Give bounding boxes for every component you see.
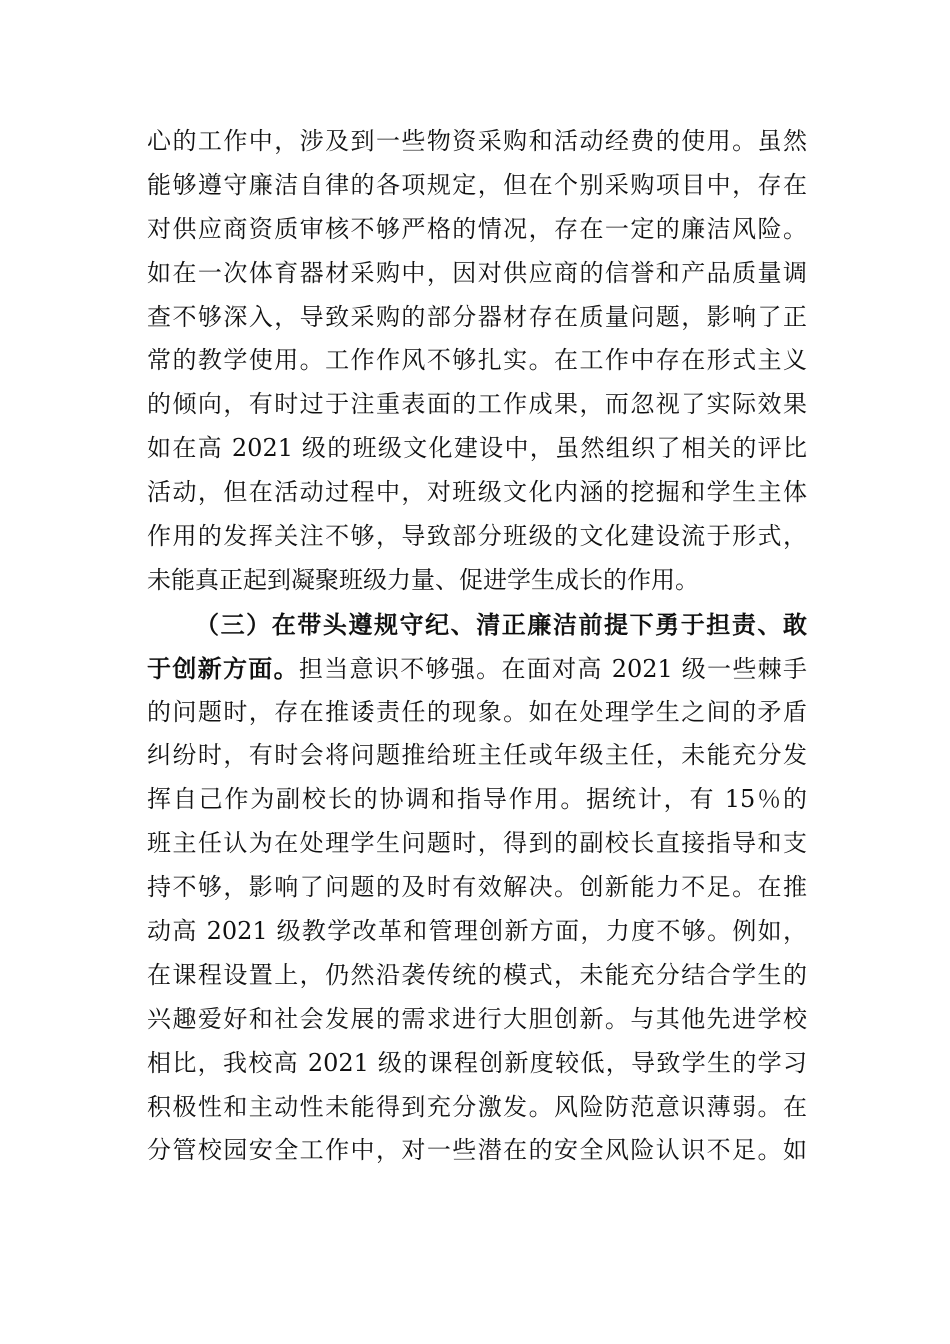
text-line: 分管校园安全工作中，对一些潜在的安全风险认识不足。如 — [147, 1136, 807, 1165]
text-line: 挥自己作为副校长的协调和指导作用。据统计，有 15％的 — [147, 785, 807, 814]
text-line: 的倾向，有时过于注重表面的工作成果，而忽视了实际效果 — [147, 390, 807, 419]
document-body — [147, 120, 807, 1173]
text-line: 动高 2021 级教学改革和管理创新方面，力度不够。例如， — [147, 917, 807, 946]
text-line: 持不够，影响了问题的及时有效解决。创新能力不足。在推 — [147, 873, 807, 902]
text-line: 心的工作中，涉及到一些物资采购和活动经费的使用。虽然 — [147, 127, 807, 155]
text-line: 纠纷时，有时会将问题推给班主任或年级主任，未能充分发 — [147, 741, 807, 770]
text-line: 如在高 2021 级的班级文化建设中，虽然组织了相关的评比 — [147, 434, 807, 463]
text-line: 常的教学使用。工作作风不够扎实。在工作中存在形式主义 — [147, 346, 807, 375]
text-line: 查不够深入，导致采购的部分器材存在质量问题，影响了正 — [147, 302, 807, 331]
text-line: 相比，我校高 2021 级的课程创新度较低，导致学生的学习 — [147, 1048, 807, 1077]
text-line: 作用的发挥关注不够，导致部分班级的文化建设流于形式， — [147, 522, 807, 551]
text-line: 活动，但在活动过程中，对班级文化内涵的挖掘和学生主体 — [147, 478, 807, 507]
text-line: 积极性和主动性未能得到充分激发。风险防范意识薄弱。在 — [147, 1092, 807, 1121]
text-line: 班主任认为在处理学生问题时，得到的副校长直接指导和支 — [147, 829, 807, 858]
section-heading: （三）在带头遵规守纪、清正廉洁前提下勇于担责、敢 — [195, 609, 807, 639]
text-line: 在课程设置上，仍然沿袭传统的模式，未能充分结合学生的 — [147, 960, 807, 989]
text-line: 对供应商资质审核不够严格的情况，存在一定的廉洁风险。 — [147, 214, 807, 243]
text-span: 担当意识不够强。在面对高 2021 级一些棘手 — [298, 654, 807, 683]
text-line: 未能真正起到凝聚班级力量、促进学生成长的作用。 — [147, 565, 699, 594]
text-line: 兴趣爱好和社会发展的需求进行大胆创新。与其他先进学校 — [147, 1004, 807, 1033]
text-line: 如在一次体育器材采购中，因对供应商的信誉和产品质量调 — [147, 258, 807, 287]
section-heading-continuation: 于创新方面。 — [147, 653, 299, 683]
text-line: 的问题时，存在推诿责任的现象。如在处理学生之间的矛盾 — [147, 697, 807, 726]
text-line: 能够遵守廉洁自律的各项规定，但在个别采购项目中，存在 — [147, 170, 807, 199]
text-line — [147, 647, 807, 691]
